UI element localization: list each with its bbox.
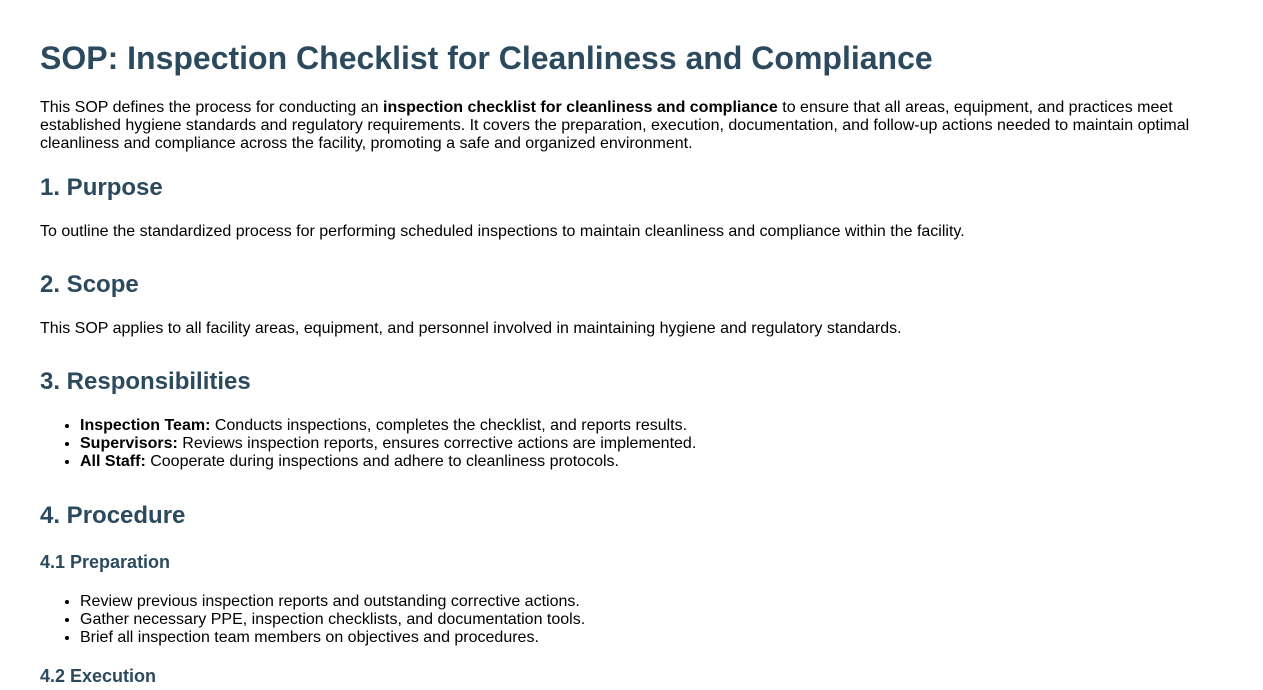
procedure-heading: 4. Procedure [40, 502, 186, 529]
role-description: Conducts inspections, completes the checklist, and reports results. [210, 417, 688, 434]
intro-text-end: to ensure that all areas, equipment, and practices meet established hygiene standards and regulatory requirements. It covers the preparation, execution, documentation, and follow-up actions needed to maintain optimal cleanliness and compliance across the facility, promoting a safe and organized environment. [40, 99, 1190, 152]
list-item: • Review previous inspection reports and outstanding corrective actions. [80, 593, 1223, 611]
responsibilities-list [40, 417, 1223, 471]
scope-text: This SOP applies to all facility areas, equipment, and personnel involved in maintaining hygiene and regulatory standards. [40, 320, 902, 337]
role-description: Reviews inspection reports, ensures corrective actions are implemented. [177, 435, 697, 452]
execution-heading: 4.2 Execution [40, 666, 157, 686]
role-label: Supervisors: [80, 435, 178, 452]
intro-highlight: inspection checklist for cleanliness and compliance [383, 99, 778, 116]
responsibilities-heading: 3. Responsibilities [40, 368, 251, 395]
list-item: • Gather necessary PPE, inspection checklists, and documentation tools. [80, 611, 1223, 629]
scope-heading: 2. Scope [40, 271, 139, 298]
preparation-list [40, 593, 1223, 647]
list-item [80, 417, 1223, 435]
role-label: Inspection Team: [80, 417, 211, 434]
purpose-text: To outline the standardized process for performing scheduled inspections to maintain cleanliness and compliance within the facility. [40, 223, 965, 240]
role-label: All Staff: [80, 453, 146, 470]
list-item: • Brief all inspection team members on objectives and procedures. [80, 629, 1223, 647]
intro-text-start: This SOP defines the process for conducting an [40, 99, 384, 116]
list-item [80, 435, 1223, 453]
role-description: Cooperate during inspections and adhere to cleanliness protocols. [145, 453, 619, 470]
preparation-heading: 4.1 Preparation [40, 552, 171, 572]
page-title: SOP: Inspection Checklist for Cleanliness and Compliance [40, 40, 933, 76]
intro-paragraph [40, 99, 1223, 153]
purpose-heading: 1. Purpose [40, 174, 163, 201]
list-item [80, 453, 1223, 471]
